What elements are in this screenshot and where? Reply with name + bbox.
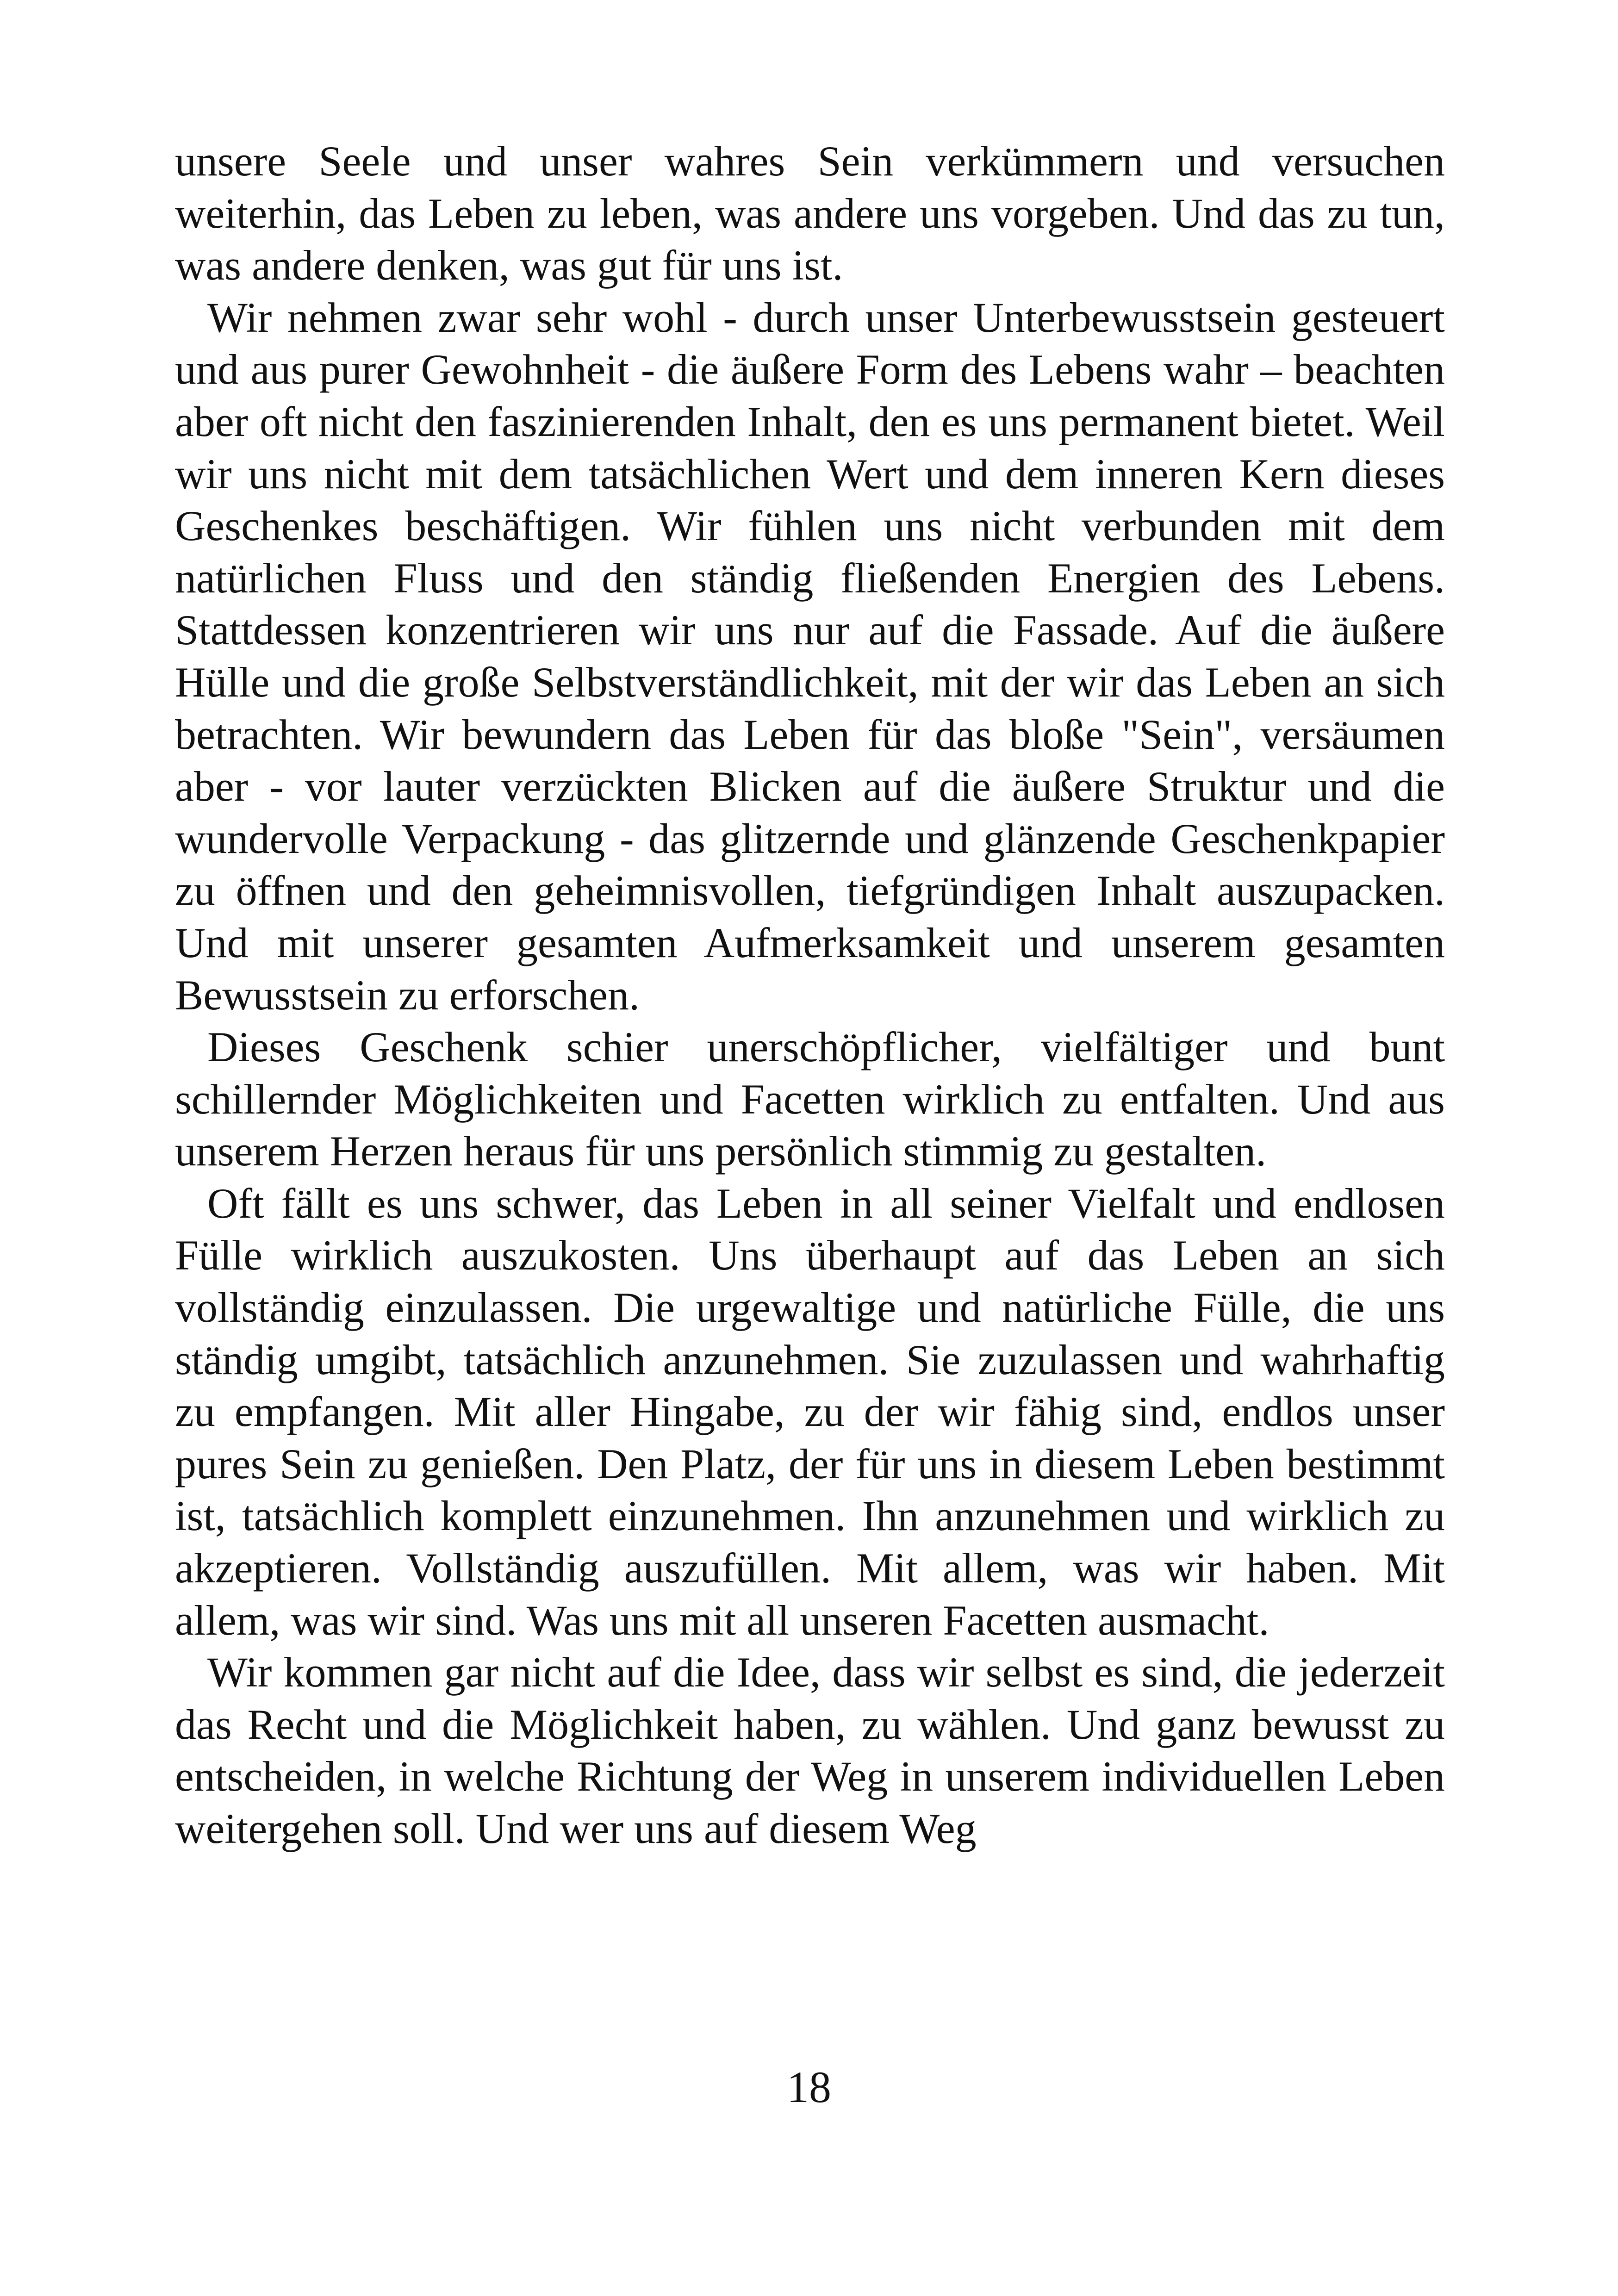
paragraph: Wir nehmen zwar sehr wohl - durch unser Unterbewusstsein gesteuert und aus purer Gewohnheit - die äußere Form des Lebens wahr – beachten aber oft nicht den faszinierenden Inhalt, den es uns permanent bietet. Weil wir uns nicht mit dem tatsächlichen Wert und dem inneren Kern dieses Geschenkes beschäftigen. Wir fühlen uns nicht verbunden mit dem natürlichen Fluss und den ständig fließenden Energien des Lebens. Stattdessen konzentrieren wir uns nur auf die Fassade. Auf die äußere Hülle und die große Selbstverständlichkeit, mit der wir das Leben an sich betrachten. Wir bewundern das Leben für das bloße "Sein", versäumen aber - vor lauter verzückten Blicken auf die äußere Struktur und die wundervolle Verpackung - das glitzernde und glänzende Geschenkpapier zu öffnen und den geheimnisvollen, tiefgründigen Inhalt auszupacken. Und mit unserer gesamten Aufmerksamkeit und unserem gesamten Bewusstsein zu erforschen. — [175, 293, 1445, 1019]
paragraph: Wir kommen gar nicht auf die Idee, dass wir selbst es sind, die jederzeit das Recht und die Möglichkeit haben, zu wählen. Und ganz bewusst zu entscheiden, in welche Richtung der Weg in unserem individuellen Leben weitergehen soll. Und wer uns auf diesem Weg — [175, 1649, 1445, 1852]
paragraph: Dieses Geschenk schier unerschöpflicher, vielfältiger und bunt schillernder Möglichkeiten und Facetten wirklich zu entfalten. Und aus unserem Herzen heraus für uns persönlich stimmig zu gestalten. — [175, 1023, 1445, 1175]
body-text — [175, 135, 1445, 1855]
paragraph: Oft fällt es uns schwer, das Leben in all seiner Vielfalt und endlosen Fülle wirklich auszukosten. Uns überhaupt auf das Leben an sich vollständig einzulassen. Die urgewaltige und natürliche Fülle, die uns ständig umgibt, tatsächlich anzunehmen. Sie zuzulassen und wahrhaftig zu empfangen. Mit aller Hingabe, zu der wir fähig sind, endlos unser pures Sein zu genießen. Den Platz, der für uns in diesem Leben bestimmt ist, tatsächlich komplett einzunehmen. Ihn anzunehmen und wirklich zu akzeptieren. Vollständig auszufüllen. Mit allem, was wir haben. Mit allem, was wir sind. Was uns mit all unseren Facetten ausmacht. — [175, 1179, 1445, 1644]
paragraph-continuation: unsere Seele und unser wahres Sein verkümmern und versuchen weiterhin, das Leben zu leben, was andere uns vorgeben. Und das zu tun, was andere denken, was gut für uns ist. — [175, 137, 1445, 289]
page-number: 18 — [787, 2062, 831, 2112]
